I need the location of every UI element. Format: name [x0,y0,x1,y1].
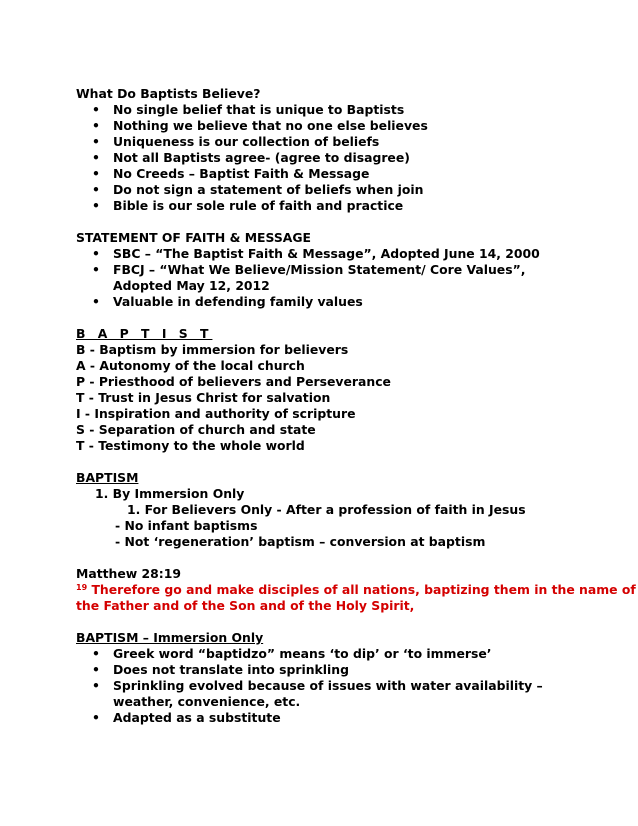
acrostic-line: I - Inspiration and authority of scripture [76,406,356,421]
list-item: • No Creeds – Baptist Faith & Message [76,166,566,182]
statement-section [76,230,566,310]
statement-list [76,246,566,310]
acrostic-line: T - Testimony to the whole world [76,438,305,453]
acrostic-heading: B A P T I S T [76,326,213,341]
beliefs-heading: What Do Baptists Believe? [76,86,261,101]
list-item: • Does not translate into sprinkling [76,662,566,678]
scripture-reference: Matthew 28:19 [76,566,181,581]
list-item: • Do not sign a statement of beliefs when join [76,182,566,198]
baptism-section [76,470,566,550]
beliefs-section [76,86,566,214]
verse-line [76,582,636,598]
acrostic-line: S - Separation of church and state [76,422,316,437]
immersion-section [76,630,566,726]
immersion-list [76,646,566,726]
acrostic-line: P - Priesthood of believers and Perseverance [76,374,391,389]
list-item: • FBCJ – “What We Believe/Mission Statement/ Core Values”, Adopted May 12, 2012 [76,262,566,294]
beliefs-list [76,102,566,214]
statement-heading: STATEMENT OF FAITH & MESSAGE [76,230,312,245]
list-item: • No single belief that is unique to Baptists [76,102,566,118]
list-item: • Uniqueness is our collection of beliefs [76,134,566,150]
acrostic-line: A - Autonomy of the local church [76,358,305,373]
list-item: • Adapted as a substitute [76,710,566,726]
baptism-note: - Not ‘regeneration’ baptism – conversion at baptism [115,534,486,549]
baptism-heading: BAPTISM [76,470,139,485]
list-item: • Not all Baptists agree- (agree to disagree) [76,150,566,166]
verse-line: the Father and of the Son and of the Holy Spirit, [76,598,415,613]
list-item: • Valuable in defending family values [76,294,566,310]
list-item: • Sprinkling evolved because of issues with water availability – weather, convenience, etc. [76,678,566,710]
acrostic-section [76,326,566,454]
numbered-item: 1. By Immersion Only [95,486,245,501]
list-item: • Bible is our sole rule of faith and practice [76,198,566,214]
document-content [76,86,636,742]
list-item: • Nothing we believe that no one else believes [76,118,566,134]
acrostic-line: B - Baptism by immersion for believers [76,342,349,357]
scripture-section [76,566,636,614]
list-item: • SBC – “The Baptist Faith & Message”, Adopted June 14, 2000 [76,246,566,262]
numbered-subitem: 1. For Believers Only - After a profession of faith in Jesus [127,502,526,517]
verse-text: Therefore go and make disciples of all nations, baptizing them in the name of [91,582,636,597]
verse-number: 19 [76,583,88,592]
acrostic-line: T - Trust in Jesus Christ for salvation [76,390,331,405]
baptism-note: - No infant baptisms [115,518,258,533]
immersion-heading: BAPTISM – Immersion Only [76,630,264,645]
list-item: • Greek word “baptidzo” means ‘to dip’ or ‘to immerse’ [76,646,566,662]
